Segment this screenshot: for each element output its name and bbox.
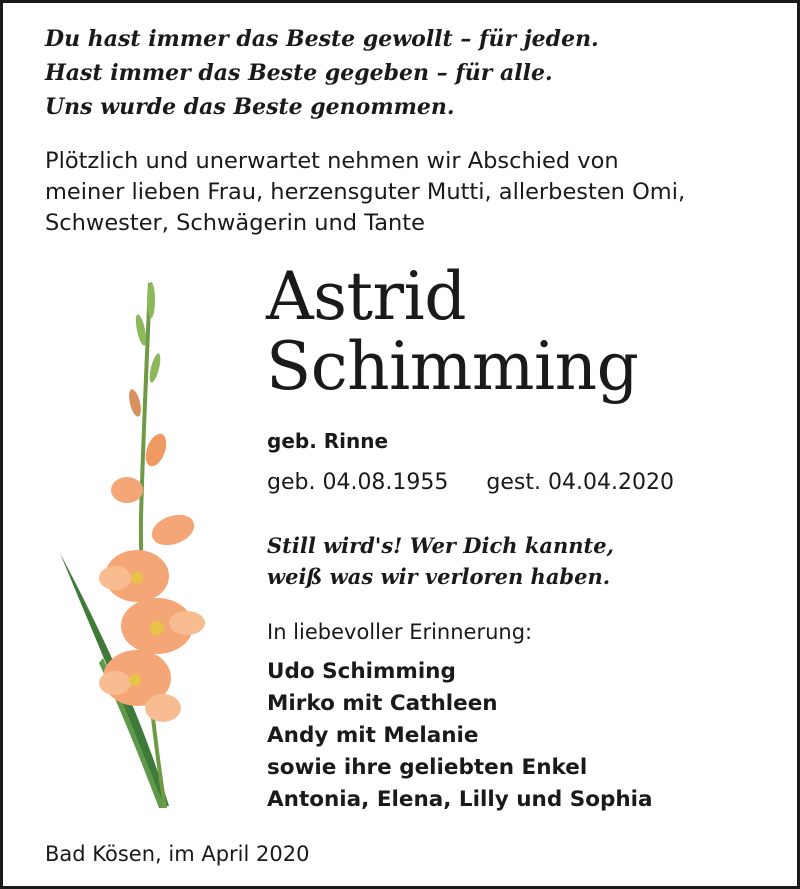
first-name: Astrid [266,258,466,335]
memory-heading: In liebevoller Erinnerung: [267,620,533,644]
maiden-name: geb. Rinne [267,429,389,453]
last-name: Schimming [266,328,639,405]
verse-line: weiß was wir verloren haben. [267,564,611,589]
mourner-entry: Udo Schimming [267,659,456,684]
poem-line: Uns wurde das Beste genommen. [45,94,455,120]
poem-line: Du hast immer das Beste gewollt – für jeden. [45,26,599,52]
deceased-name [266,258,639,405]
mourner-entry: Antonia, Elena, Lilly und Sophia [267,787,653,812]
birth-date: geb. 04.08.1955 [267,470,449,495]
mourner-entry: Mirko mit Cathleen [267,691,498,716]
mourner-entry: Andy mit Melanie [267,723,479,748]
opening-poem [45,22,599,124]
announcement-text [45,146,765,239]
mourner-entry: sowie ihre geliebten Enkel [267,755,588,780]
announcement-line: Plötzlich und unerwartet nehmen wir Abschied von [45,148,619,174]
death-date: gest. 04.04.2020 [486,470,674,495]
mourners-list [267,656,653,816]
announcement-line: meiner lieben Frau, herzensguter Mutti, allerbesten Omi, [45,179,686,205]
place-and-date: Bad Kösen, im April 2020 [45,842,310,866]
gladiolus-flower-icon [55,278,215,813]
announcement-line: Schwester, Schwägerin und Tante [45,210,425,236]
verse-line: Still wird's! Wer Dich kannte, [267,533,614,558]
poem-line: Hast immer das Beste gegeben – für alle. [45,60,553,86]
life-dates [267,470,674,495]
memorial-verse [267,530,614,592]
